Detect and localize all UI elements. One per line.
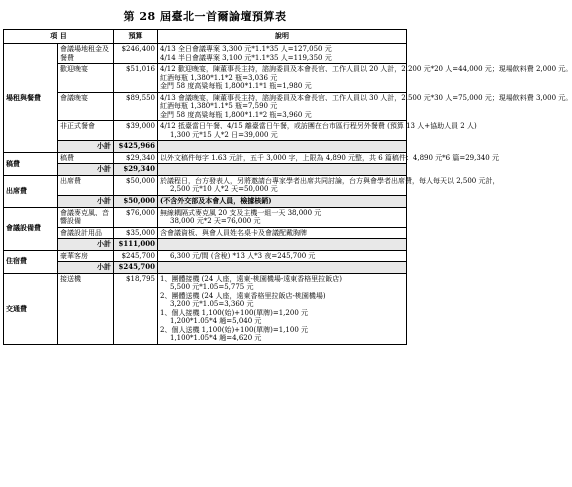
subtotal-note: (不含外交部及本會人員，檢據核銷) [158,195,407,207]
item-cell: 稿費 [58,152,114,164]
notes-cell [158,44,407,64]
subtotal-note [158,164,407,176]
table-row [4,92,407,121]
document-title: 第 28 屆臺北一首爾論壇預算表 [123,10,287,23]
budget-amount-cell: $35,000 [114,227,158,239]
note-line: 4/12 歡迎晚宴，陳董事長主持，諮詢委員及本會長官、工作人員以 20 人計，2,200 元*20 人=44,000 元；現場飲料費 2,000 元。 [160,65,572,74]
item-cell: 出席費 [58,175,114,195]
subtotal-row [4,239,407,251]
budget-amount-cell: $39,000 [114,121,158,141]
note-line: 金門 58 度高粱每瓶 1,800*1.1*2 瓶=3,960 元 [160,110,312,119]
subtotal-note [158,262,407,274]
category-cell: 住宿費 [4,250,58,273]
note-line: 以外文稿件每字 1.63 元計，五千 3,000 字，上限為 4,890 元整，共 6 篇稿件：4,890 元*6 篇=29,340 元 [160,153,499,162]
category-cell: 稿費 [4,152,58,175]
note-line: 2、團體送機 (24 人座，遠東香格里拉飯店-桃園機場) [160,291,326,300]
item-cell: 會議麥克風、音響設備 [58,207,114,227]
table-header-row [4,30,407,44]
notes-cell [158,152,499,164]
category-cell: 交通費 [4,273,58,344]
category-cell: 會議設備費 [4,207,58,250]
budget-amount-cell: $246,400 [114,44,158,64]
notes-cell [158,273,407,344]
budget-amount-cell: $51,016 [114,64,158,93]
subtotal-amount: $425,966 [114,141,158,153]
subtotal-amount: $29,340 [114,164,158,176]
budget-table [3,29,572,345]
subtotal-amount: $50,000 [114,195,158,207]
table-row [4,64,407,93]
subtotal-row [4,262,407,274]
note-line: 4/13 全日會議專案 3,300 元*1.1*35 人=127,050 元 [160,45,332,53]
budget-amount-cell: $29,340 [114,152,158,164]
note-line: 紅酒每瓶 1,380*1.1*2 瓶=3,036 元 [160,73,278,82]
note-line: 紅酒每瓶 1,380*1.1*5 瓶=7,590 元 [160,102,278,111]
subtotal-row [4,195,407,207]
note-line: 1、個人接機 1,100(始)+100(單牌)=1,200 元 [160,308,308,317]
category-cell: 場租與餐費 [4,44,58,153]
notes-cell [158,64,572,93]
table-row [4,273,407,344]
table-row [4,152,407,164]
notes-cell [158,121,477,141]
subtotal-label: 小計 [58,262,114,274]
subtotal-note [158,239,407,251]
note-line: 4/12 抵臺當日午餐、4/15 離臺當日午餐，或訪團在台市區行程另外餐費 (預算 13 人+協助人員 2 人) [160,122,477,131]
table-row [4,121,407,141]
item-cell: 接送機 [58,273,114,344]
notes-cell [158,250,407,262]
note-line: 1,300 元*15 人*2 日=39,000 元 [170,130,278,139]
subtotal-note [158,141,407,153]
subtotal-amount: $245,700 [114,262,158,274]
note-line: 4/14 半日會議專案 3,100 元*1.1*35 人=119,350 元 [160,53,332,62]
table-row [4,227,407,239]
note-line: 於議程日，台方發表人，另將邀請台專家學者出席共同討論，台方與會學者出席費，每人每天以 2,500 元計， [160,176,500,185]
note-line: 6,300 元/間 (含稅) *13 人*3 夜=245,700 元 [170,251,316,260]
table-row [4,175,407,195]
note-line: 2、個人送機 1,100(始)+100(單牌)=1,100 元 [160,325,308,334]
header-budget: 預算 [114,30,158,44]
note-line: 38,000 元*2 天=76,000 元 [170,217,261,226]
table-row [4,207,407,227]
header-item: 項 目 [4,30,114,44]
notes-cell [158,207,407,227]
note-line: 1,100*1.05*4 趟=4,620 元 [170,334,262,343]
item-cell: 會議場地租金及餐費 [58,44,114,64]
subtotal-label: 小計 [58,195,114,207]
note-line: 4/13 會議晚宴，陳董事長主持，諮詢委員及本會長官、工作人員以 30 人計，2,500 元*30 人=75,000 元；現場飲料費 3,000 元。 [160,93,572,102]
note-line: 3,200 元*1.05=3,360 元 [170,300,254,309]
table-row [4,44,407,64]
item-cell: 會議晚宴 [58,92,114,121]
budget-amount-cell: $89,550 [114,92,158,121]
subtotal-row [4,164,407,176]
budget-amount-cell: $50,000 [114,175,158,195]
subtotal-label: 小計 [58,141,114,153]
header-notes: 說明 [158,30,407,44]
budget-amount-cell: $245,700 [114,250,158,262]
budget-table-body [4,44,572,345]
category-cell: 出席費 [4,175,58,207]
item-cell: 歡迎晚宴 [58,64,114,93]
subtotal-label: 小計 [58,239,114,251]
notes-cell [158,175,500,195]
note-line: 2,500 元*10 人*2 天=50,000 元 [170,185,278,194]
subtotal-amount: $111,000 [114,239,158,251]
subtotal-label: 小計 [58,164,114,176]
note-line: 含會議資板、與會人員姓名桌卡及會議配戴胸牌 [160,228,307,237]
table-row [4,250,407,262]
note-line: 無線耦隔式麥克風 20 支及主機一組一天 38,000 元 [160,208,322,217]
item-cell: 非正式餐會 [58,121,114,141]
note-line: 金門 58 度高粱每瓶 1,800*1.1*1 瓶=1,980 元 [160,82,312,91]
note-line: 5,500 元*1.05=5,775 元 [170,283,254,292]
subtotal-row [4,141,407,153]
item-cell: 會議設計用品 [58,227,114,239]
note-line: 1,200*1.05*4 趟=5,040 元 [170,317,262,326]
budget-amount-cell: $18,795 [114,273,158,344]
budget-amount-cell: $76,000 [114,207,158,227]
notes-cell [158,92,572,121]
notes-cell [158,227,407,239]
note-line: 1、團體接機 (24 人座，遠東-桃園機場-遠東香格里拉飯店) [160,274,343,283]
item-cell: 豪華客房 [58,250,114,262]
